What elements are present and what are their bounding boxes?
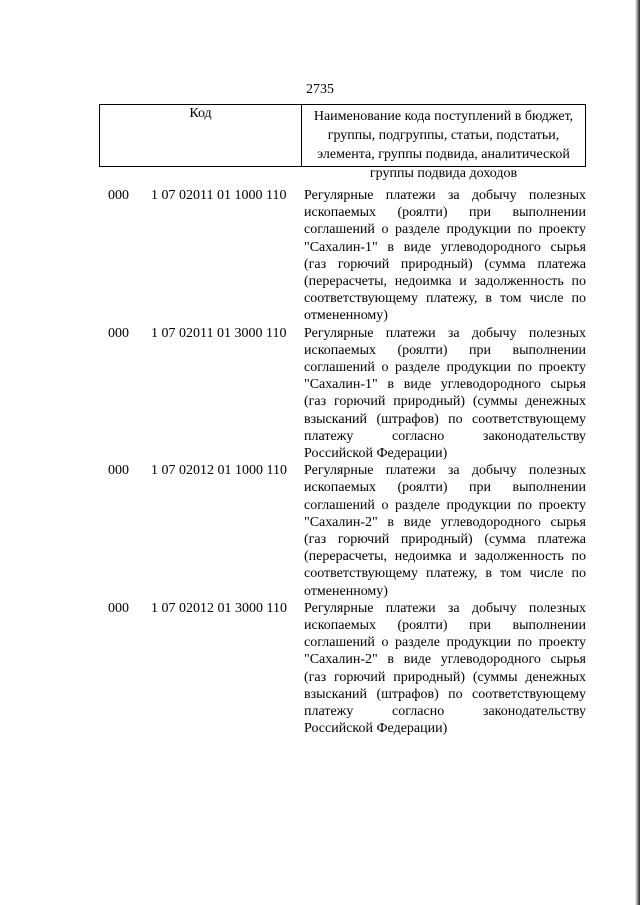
budget-code: 1 07 02011 01 1000 110 xyxy=(151,188,287,203)
income-name-line: соглашений о разделе продукции по проекту xyxy=(304,360,586,376)
income-name xyxy=(304,462,586,600)
income-name-line: ископаемых (роялти) при выполнении xyxy=(304,618,586,634)
header-name-line: группы подвида доходов xyxy=(369,166,518,181)
scan-border xyxy=(635,0,640,905)
income-name xyxy=(304,325,586,463)
admin-code: 000 xyxy=(108,463,129,479)
income-name-line: платежу согласно законодательству xyxy=(304,428,586,444)
income-name-line: ископаемых (роялти) при выполнении xyxy=(304,480,586,496)
income-name-line: (газ горючий природный) (суммы денежных xyxy=(304,669,586,685)
header-name-cell xyxy=(302,105,585,181)
income-name-line: Регулярные платежи за добычу полезных xyxy=(304,463,586,479)
income-name xyxy=(304,600,586,738)
budget-code: 1 07 02011 01 3000 110 xyxy=(151,325,287,341)
table-row xyxy=(108,187,586,325)
income-name-line: отмененному) xyxy=(304,308,388,324)
income-name-line: соглашений о разделе продукции по проекту xyxy=(304,222,586,238)
table-row xyxy=(108,462,586,600)
table-body xyxy=(108,187,586,738)
income-name-line: "Сахалин-1" в виде углеводородного сырья xyxy=(304,377,586,393)
admin-code: 000 xyxy=(108,325,129,341)
income-name-line: (газ горючий природный) (суммы денежных xyxy=(304,394,586,410)
income-name-line: Регулярные платежи за добычу полезных xyxy=(304,600,586,616)
admin-code: 000 xyxy=(108,188,129,203)
admin-code: 000 xyxy=(108,600,129,616)
income-name-line: (газ горючий природный) (сумма платежа xyxy=(304,532,586,548)
income-name-line: соответствующему платежу, в том числе по xyxy=(304,291,586,307)
budget-code: 1 07 02012 01 3000 110 xyxy=(151,600,287,616)
table-row xyxy=(108,325,586,463)
income-name-line: Российской Федерации) xyxy=(304,721,448,737)
table-header xyxy=(99,104,586,181)
income-name-line: взысканий (штрафов) по соответствующему xyxy=(304,411,586,427)
income-name-line: ископаемых (роялти) при выполнении xyxy=(304,205,586,221)
income-name-line: "Сахалин-2" в виде углеводородного сырья xyxy=(304,652,586,668)
income-name-line: (перерасчеты, недоимка и задолженность по xyxy=(304,549,586,565)
income-name-line: Регулярные платежи за добычу полезных xyxy=(304,325,586,341)
income-name-line: Российской Федерации) xyxy=(304,446,448,462)
income-name-line: (газ горючий природный) (сумма платежа xyxy=(304,256,586,272)
income-name-line: "Сахалин-1" в виде углеводородного сырья xyxy=(304,239,586,255)
income-name-line: платежу согласно законодательству xyxy=(304,704,586,720)
header-name-line: элемента, группы подвида, аналитической xyxy=(317,147,570,162)
income-name-line: взысканий (штрафов) по соответствующему xyxy=(304,686,586,702)
income-name-line: соответствующему платежу, в том числе по xyxy=(304,566,586,582)
income-name-line: Регулярные платежи за добычу полезных xyxy=(304,188,586,203)
income-name-line: ископаемых (роялти) при выполнении xyxy=(304,342,586,358)
income-name-line: соглашений о разделе продукции по проекту xyxy=(304,497,586,513)
income-name xyxy=(304,187,586,325)
header-code-cell: Код xyxy=(100,105,302,166)
budget-code: 1 07 02012 01 1000 110 xyxy=(151,463,287,479)
page-number: 2735 xyxy=(306,82,334,97)
table-row xyxy=(108,600,586,738)
income-name-line: (перерасчеты, недоимка и задолженность по xyxy=(304,274,586,290)
header-name-line: группы, подгруппы, статьи, подстатьи, xyxy=(327,128,560,143)
income-name-line: "Сахалин-2" в виде углеводородного сырья xyxy=(304,514,586,530)
income-name-line: отмененному) xyxy=(304,583,388,599)
header-name-line: Наименование кода поступлений в бюджет, xyxy=(313,109,574,124)
income-name-line: соглашений о разделе продукции по проекту xyxy=(304,635,586,651)
